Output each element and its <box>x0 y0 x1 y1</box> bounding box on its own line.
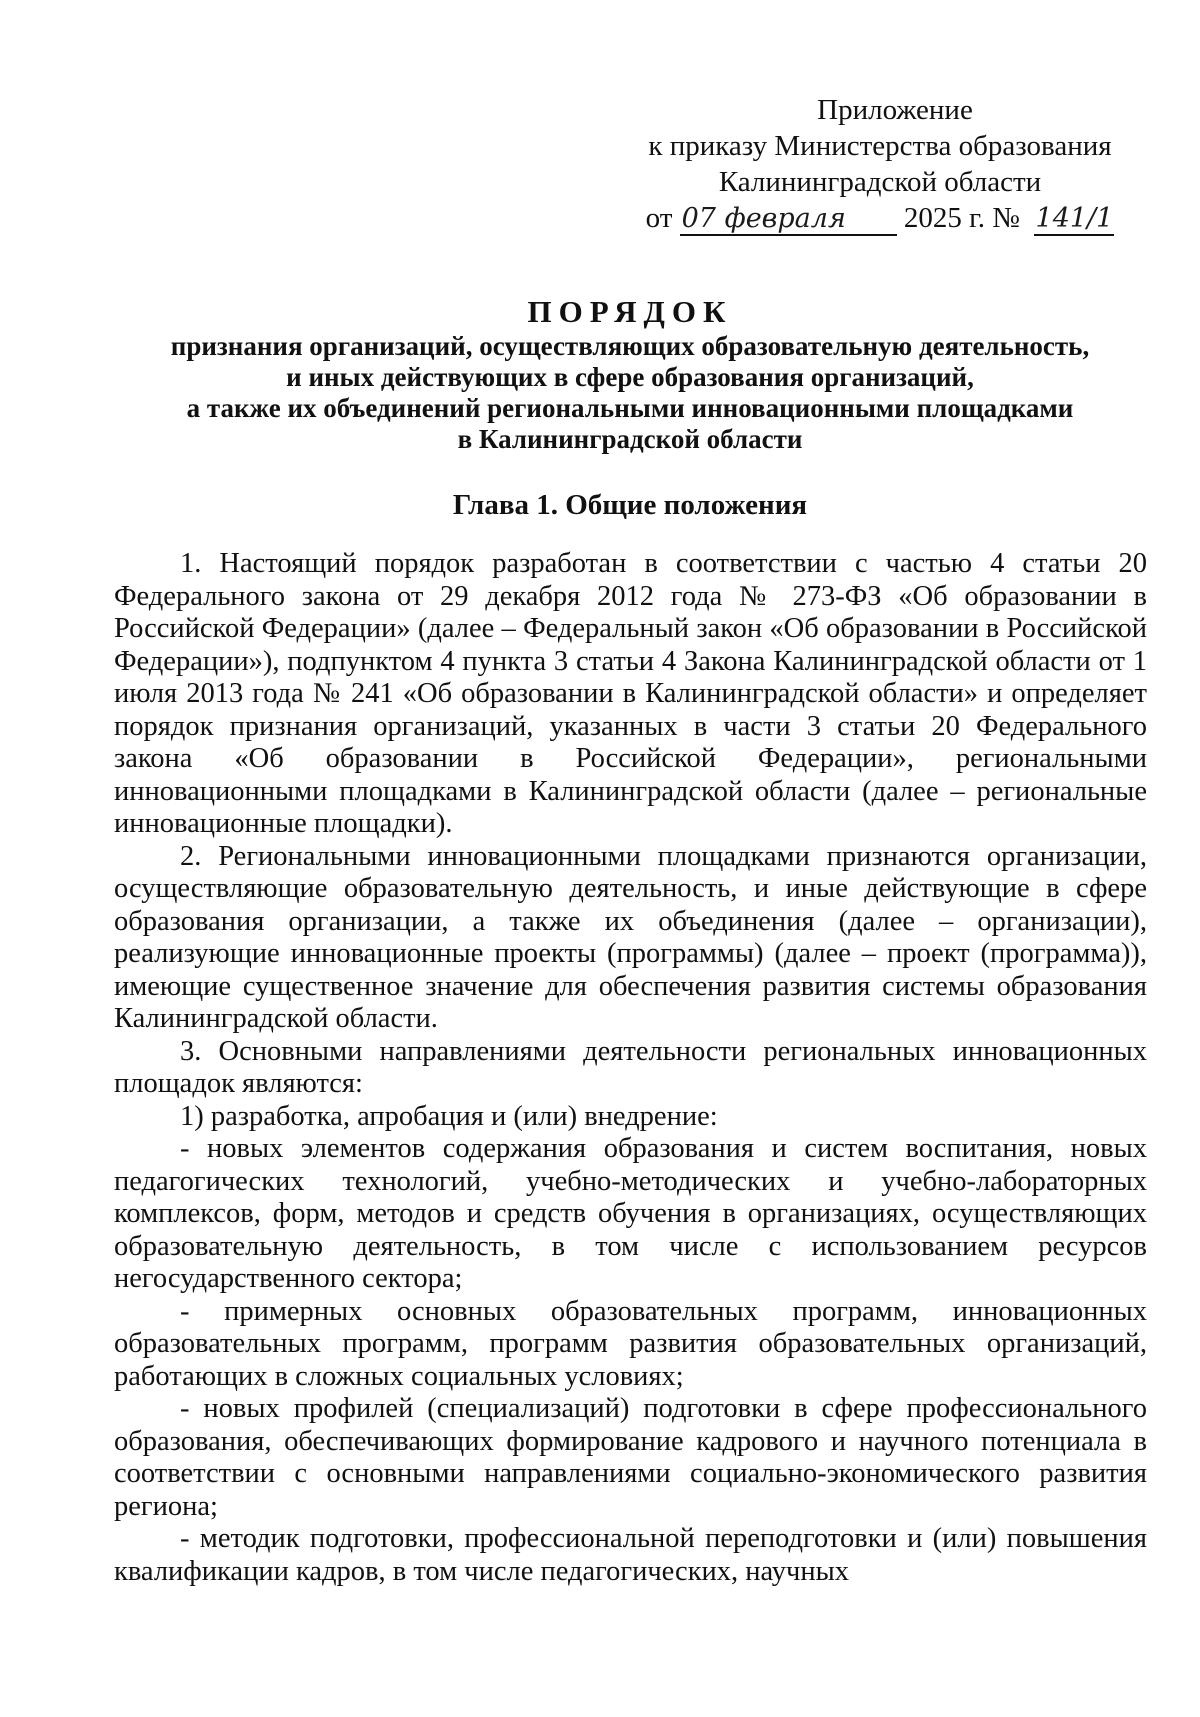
paragraph-3: 3. Основными направлениями деятельности региональных инновационных площадок являются: <box>114 1035 1147 1099</box>
appendix-order-ref: к приказу Министерства образования <box>648 130 1112 162</box>
appendix-header <box>640 92 1120 236</box>
title-main: ПОРЯДОК <box>527 294 733 329</box>
paragraph-1: 1. Настоящий порядок разработан в соответствии с частью 4 статьи 20 Федерального закона от 29 декабря 2012 года № 273-ФЗ «Об образовании в Российской Федерации» (далее – Федеральный закон «Об образовании в Российской Федерации»), подпунктом 4 пункта 3 статьи 4 Закона Калининградской области от 1 июля 2013 года № 241 «Об образовании в Калининградской области» и определяет порядок признания организаций, указанных в части 3 статьи 20 Федерального закона «Об образовании в Российской Федерации», региональными инновационными площадками в Калининградской области (далее – региональные инновационные площадки). <box>114 548 1147 839</box>
paragraph-2: 2. Региональными инновационными площадками признаются организации, осуществляющие образовательную деятельность, и иные действующие в сфере образования организации, а также их объединения (далее – организации), реализующие инновационные проекты (программы) (далее – проект (программа)), имеющие существенное значение для обеспечения развития системы образования Калининградской области. <box>114 840 1147 1034</box>
title-line-4: в Калининградской области <box>457 424 803 454</box>
list-subitem-3: - новых профилей (специализаций) подготовки в сфере профессионального образования, обеспечивающих формирование кадрового и научного потенциала в соответствии с основными направлениями социально-экономического развития региона; <box>114 1393 1147 1522</box>
list-subitem-4: - методик подготовки, профессиональной переподготовки и (или) повышения квалификации кадров, в том числе педагогических, научных <box>114 1523 1147 1587</box>
title-line-2: и иных действующих в сфере образования организаций, <box>286 362 974 392</box>
title-line-1: признания организаций, осуществляющих образовательную деятельность, <box>170 331 1090 361</box>
document-title <box>110 293 1150 455</box>
appendix-region: Калининградской области <box>718 166 1042 198</box>
handwritten-date: 07 февраля <box>680 204 897 236</box>
appendix-date-line <box>640 200 1120 236</box>
list-subitem-1: - новых элементов содержания образования и систем воспитания, новых педагогических технологий, учебно-методических и учебно-лабораторных комплексов, форм, методов и средств обучения в организациях, осуществляющих образовательную деятельность, в том числе с использованием ресурсов негосударственного сектора; <box>114 1133 1147 1294</box>
list-subitem-2: - примерных основных образовательных программ, инновационных образовательных программ, программ развития образовательных организаций, работающих в сложных социальных условиях; <box>114 1295 1147 1392</box>
chapter-heading: Глава 1. Общие положения <box>452 489 808 521</box>
list-item-1: 1) разработка, апробация и (или) внедрение: <box>180 1100 718 1132</box>
document-body <box>114 548 1147 1588</box>
date-prefix: от <box>645 202 673 234</box>
handwritten-order-number: 141/1 <box>1035 203 1114 234</box>
appendix-title: Приложение <box>817 94 973 126</box>
year-label: 2025 г. № <box>903 202 1020 234</box>
title-line-3: а также их объединений региональными инновационными площадками <box>186 393 1074 423</box>
